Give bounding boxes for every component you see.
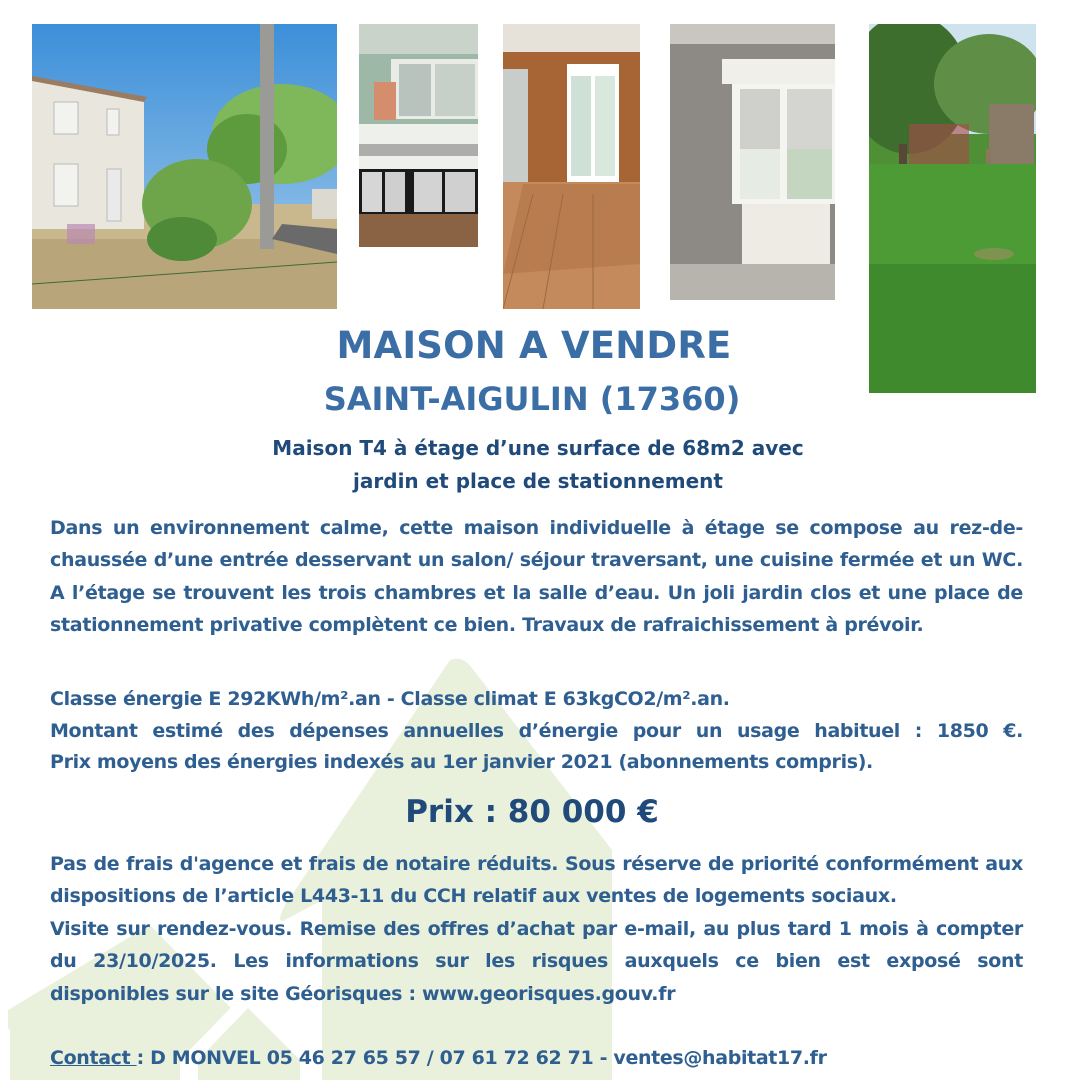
- energy-price-reference-line: Prix moyens des énergies indexés au 1er janvier 2021 (abonnements compris).: [50, 751, 873, 773]
- property-subtitle: [0, 432, 1078, 498]
- subtitle-line-1: Maison T4 à étage d’une surface de 68m2 avec: [272, 436, 804, 460]
- subtitle-line-2: jardin et place de stationnement: [353, 469, 723, 493]
- energy-cost-line: Montant estimé des dépenses annuelles d’énergie pour un usage habituel : 1850 €.: [50, 719, 1023, 742]
- contact-label: Contact: [50, 1047, 137, 1069]
- visit-text: Visite sur rendez-vous. Remise des offres d’achat par e-mail, au plus tard 1 mois à compter du 23/10/2025. Les informations sur les risques auxquels ce bien est exposé sont disponibles sur le site Géorisques : www.georisques.gouv.fr: [50, 917, 1023, 1005]
- price: Prix : 80 000 €: [405, 794, 659, 830]
- photo-living-room: [503, 24, 640, 309]
- fees-text: Pas de frais d'agence et frais de notaire réduits. Sous réserve de priorité conformément aux dispositions de l’article L443-11 du CCH relatif aux ventes de logements sociaux.: [50, 853, 1023, 908]
- property-description: Dans un environnement calme, cette maison individuelle à étage se compose au rez-de-chaussée d’une entrée desservant un salon/ séjour traversant, une cuisine fermée et un WC. A l’étage se trouvent les trois chambres et la salle d’eau. Un joli jardin clos et une place de stationnement privative complètent ce bien. Travaux de rafraichissement à prévoir.: [50, 517, 1023, 637]
- contact-details[interactable]: : D MONVEL 05 46 27 65 57 / 07 61 72 62 71 - ventes@habitat17.fr: [136, 1047, 827, 1069]
- location-title: SAINT-AIGULIN (17360): [323, 380, 741, 418]
- photo-bedroom: [670, 24, 835, 300]
- energy-info: [50, 684, 1023, 779]
- energy-class-line: Classe énergie E 292KWh/m².an - Classe climat E 63kgCO2/m².an.: [50, 688, 730, 710]
- photo-kitchen: [359, 24, 478, 247]
- contact-line: [50, 1047, 827, 1069]
- page-title: MAISON A VENDRE: [336, 324, 732, 367]
- photo-exterior: [32, 24, 337, 309]
- legal-info: [50, 848, 1023, 1010]
